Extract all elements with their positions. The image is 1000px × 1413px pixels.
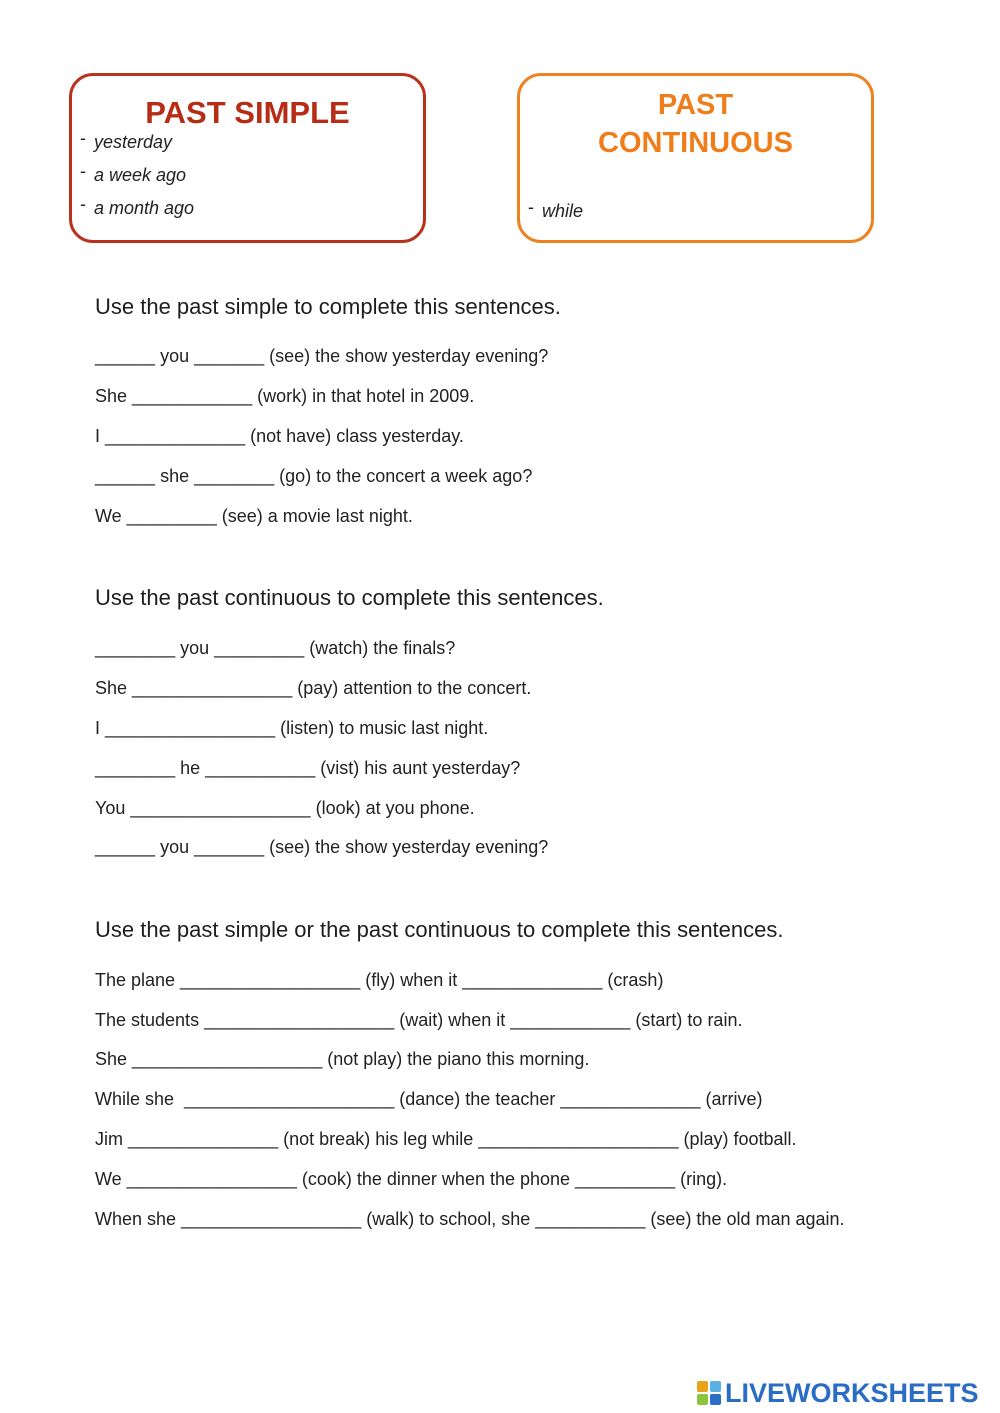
keyword-item: - yesterday	[80, 128, 173, 152]
exercise-line[interactable]: The students ___________________ (wait) when it ____________ (start) to rain.	[95, 1010, 743, 1030]
past-continuous-box	[517, 73, 874, 243]
exercise-line[interactable]: You __________________ (look) at you phone.	[95, 798, 475, 818]
exercise-line[interactable]: ________ you _________ (watch) the finals?	[95, 638, 456, 658]
exercise-line[interactable]: ______ she ________ (go) to the concert a week ago?	[95, 466, 533, 486]
exercise-line[interactable]: We _________________ (cook) the dinner when the phone __________ (ring).	[95, 1169, 728, 1189]
exercise-line[interactable]: Jim _______________ (not break) his leg while ____________________ (play) football.	[95, 1129, 797, 1149]
exercise-line[interactable]: When she __________________ (walk) to school, she ___________ (see) the old man again.	[95, 1209, 845, 1229]
logo-text: LIVEWORKSHEETS	[725, 1377, 979, 1408]
exercise-line[interactable]: I _________________ (listen) to music last night.	[95, 718, 489, 738]
exercise-line[interactable]: The plane __________________ (fly) when it ______________ (crash)	[95, 970, 664, 990]
exercise-line[interactable]: I ______________ (not have) class yesterday.	[95, 426, 464, 446]
exercise-line[interactable]: She ___________________ (not play) the piano this morning.	[95, 1049, 590, 1069]
section-title: Use the past continuous to complete this sentences.	[95, 585, 604, 610]
section-title: Use the past simple to complete this sentences.	[95, 294, 561, 319]
exercise-line[interactable]: ______ you _______ (see) the show yesterday evening?	[95, 837, 549, 857]
past-simple-box	[69, 73, 426, 243]
section-title: Use the past simple or the past continuous to complete this sentences.	[95, 917, 784, 942]
keyword-item: - a week ago	[80, 161, 187, 185]
exercise-line[interactable]: She ____________ (work) in that hotel in 2009.	[95, 386, 475, 406]
keyword-item: - a month ago	[80, 194, 195, 218]
exercise-line[interactable]: We _________ (see) a movie last night.	[95, 506, 413, 526]
keyword-item: - while	[528, 197, 584, 221]
past-simple-title: PAST SIMPLE	[145, 95, 350, 130]
logo-icon	[697, 1381, 721, 1405]
exercise-line[interactable]: She ________________ (pay) attention to the concert.	[95, 678, 532, 698]
exercise-line[interactable]: While she _____________________ (dance) the teacher ______________ (arrive)	[95, 1089, 763, 1109]
liveworksheets-logo[interactable]	[697, 1378, 979, 1408]
exercise-line[interactable]: ______ you _______ (see) the show yesterday evening?	[95, 346, 549, 366]
exercise-line[interactable]: ________ he ___________ (vist) his aunt yesterday?	[95, 758, 521, 778]
past-continuous-title: PAST CONTINUOUS	[598, 89, 793, 159]
